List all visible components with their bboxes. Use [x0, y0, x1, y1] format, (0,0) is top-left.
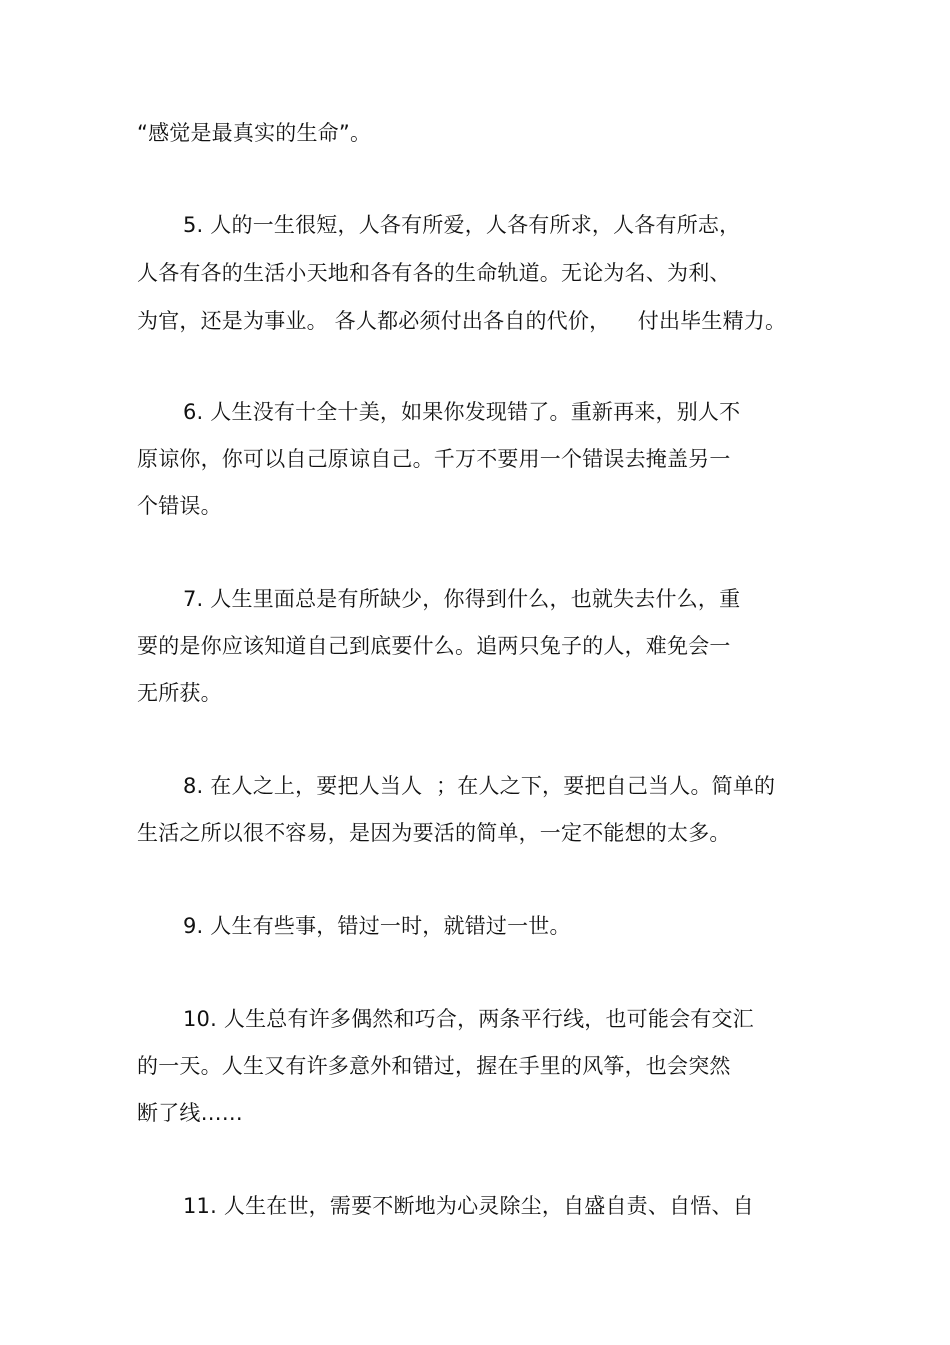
text-line-7: 个错误。: [137, 494, 222, 518]
text-line-14: 10. 人生总有许多偶然和巧合，两条平行线，也可能会有交汇: [183, 1007, 754, 1031]
text-line-6: 原谅你，你可以自己原谅自己。千万不要用一个错误去掩盖另一: [137, 447, 731, 471]
text-line-16: 断了线……: [137, 1101, 243, 1125]
text-line-3: 人各有各的生活小天地和各有各的生命轨道。无论为名、为利、: [137, 261, 731, 285]
text-line-10: 无所获。: [137, 681, 222, 705]
text-line-9: 要的是你应该知道自己到底要什么。追两只兔子的人，难免会一: [137, 634, 731, 658]
text-line-12: 生活之所以很不容易，是因为要活的简单，一定不能想的太多。: [137, 821, 731, 845]
text-line-2: 5. 人的一生很短，人各有所爱，人各有所求，人各有所志，: [183, 213, 741, 237]
text-line-5: 6. 人生没有十全十美，如果你发现错了。重新再来，别人不: [183, 400, 741, 424]
text-line-1: “感觉是最真实的生命”。: [137, 121, 372, 145]
text-line-8: 7. 人生里面总是有所缺少，你得到什么，也就失去什么，重: [183, 587, 741, 611]
text-line-11: 8. 在人之上，要把人当人 ；在人之下，要把自己当人。简单的: [183, 774, 776, 798]
text-line-15: 的一天。人生又有许多意外和错过，握在手里的风筝，也会突然: [137, 1054, 731, 1078]
text-line-4: 为官，还是为事业。 各人都必须付出各自的代价， 付出毕生精力。: [137, 309, 787, 333]
text-line-13: 9. 人生有些事，错过一时，就错过一世。: [183, 914, 571, 938]
text-line-17: 11. 人生在世，需要不断地为心灵除尘，自盛自责、自悟、自: [183, 1194, 754, 1218]
